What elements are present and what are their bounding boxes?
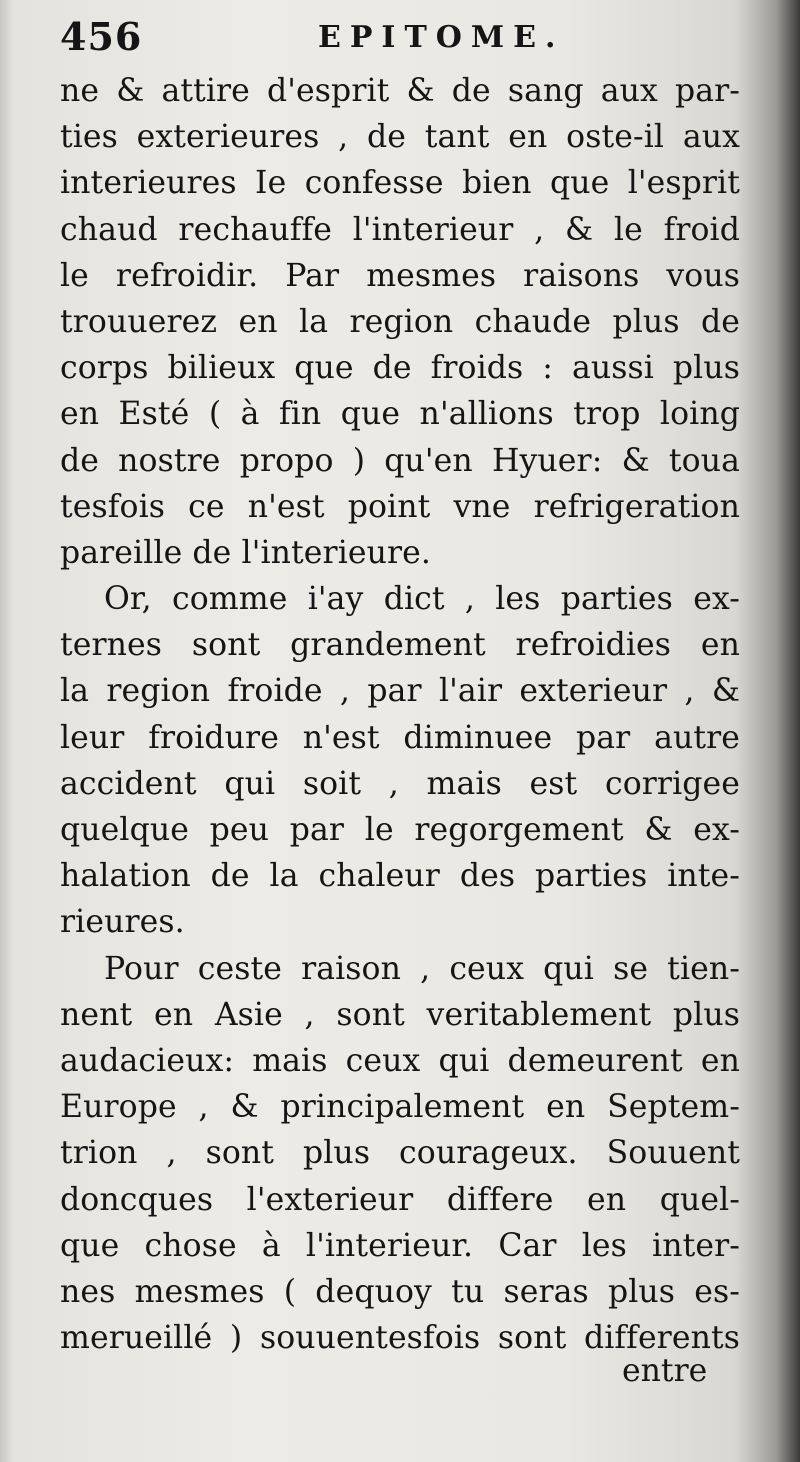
text-line: Or, comme i'ay dict , les parties ex- <box>104 581 740 618</box>
text-line: audacieux: mais ceux qui demeurent en <box>60 1042 740 1079</box>
text-line: tesfois ce n'est point vne refrigeration <box>60 488 740 525</box>
text-line: halation de la chaleur des parties inte- <box>60 858 740 895</box>
running-head <box>58 14 658 66</box>
text-line: en Esté ( à fin que n'allions trop loing <box>60 396 740 433</box>
text-line: ne & attire d'esprit & de sang aux par- <box>60 73 740 109</box>
text-line: corps bilieux que de froids : aussi plus <box>60 350 740 387</box>
text-line: ties exterieures , de tant en oste-il aux <box>60 119 740 156</box>
text-line: quelque peu par le regorgement & ex- <box>60 812 740 848</box>
body-text <box>60 68 740 1361</box>
page-number: 456 <box>60 14 143 59</box>
text-line: nes mesmes ( dequoy tu seras plus es- <box>60 1273 740 1310</box>
text-line: la region froide , par l'air exterieur , & <box>60 673 740 710</box>
text-line: de nostre propo ) qu'en Hyuer: & toua <box>60 442 740 479</box>
text-line: merueillé ) souuentesfois sont differents <box>60 1320 740 1357</box>
text-line: nent en Asie , sont veritablement plus <box>60 996 740 1033</box>
text-line: pareille de l'interieure. <box>60 534 432 571</box>
text-line: trouuerez en la region chaude plus de <box>60 303 740 340</box>
text-line: interieures Ie confesse bien que l'esprit <box>60 165 740 202</box>
catchword: entre <box>622 1353 708 1389</box>
running-title: EPITOME. <box>318 20 565 55</box>
text-line: ternes sont grandement refroidies en <box>60 627 740 664</box>
text-line: leur froidure n'est diminuee par autre <box>60 719 740 756</box>
text-line: Pour ceste raison , ceux qui se tien- <box>104 950 740 987</box>
text-line: le refroidir. Par mesmes raisons vous <box>60 257 740 294</box>
text-line: Europe , & principalement en Septem- <box>60 1089 740 1126</box>
text-line: que chose à l'interieur. Car les inter- <box>60 1227 740 1264</box>
text-line: doncques l'exterieur differe en quel- <box>60 1181 740 1218</box>
text-line: rieures. <box>60 904 185 941</box>
text-line: trion , sont plus courageux. Souuent <box>60 1135 740 1172</box>
text-line: accident qui soit , mais est corrigee <box>60 765 740 802</box>
text-line: chaud rechauffe l'interieur , & le froid <box>60 211 740 248</box>
